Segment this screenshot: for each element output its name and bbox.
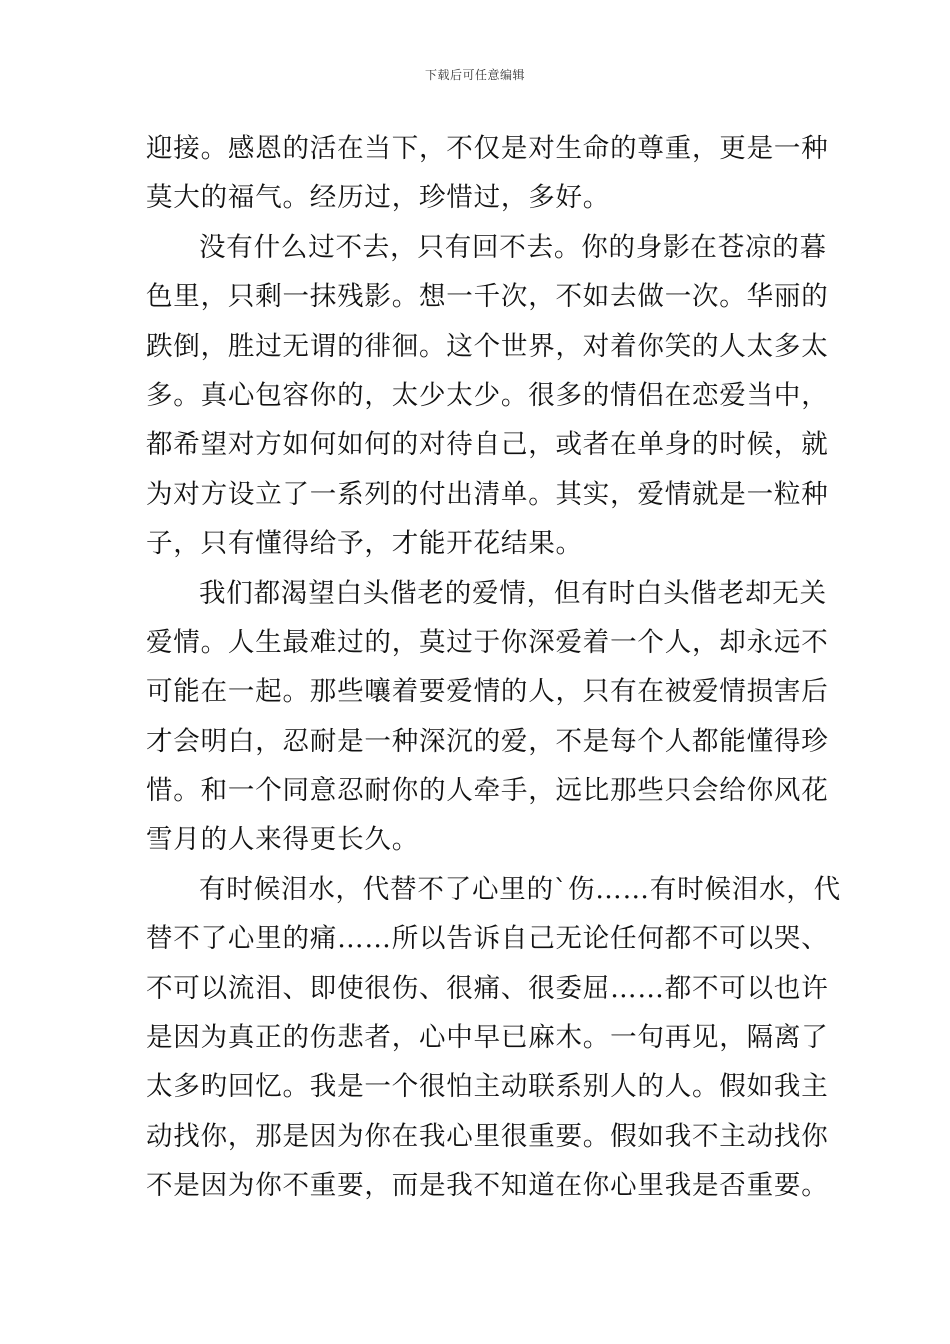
text-line: 太多旳回忆。我是一个很怕主动联系别人的人。假如我主 bbox=[146, 1071, 829, 1103]
text-line: 动找你，那是因为你在我心里很重要。假如我不主动找你 bbox=[146, 1120, 829, 1152]
text-line: 才会明白，忍耐是一种深沉的爱，不是每个人都能懂得珍 bbox=[146, 725, 829, 757]
text-line: 没有什么过不去，只有回不去。你的身影在苍凉的暮 bbox=[199, 231, 827, 263]
text-line: 不可以流泪、即使很伤、很痛、很委屈……都不可以也许 bbox=[146, 972, 829, 1004]
text-line: 莫大的福气。经历过，珍惜过，多好。 bbox=[146, 182, 611, 214]
text-line: 多。真心包容你的，太少太少。很多的情侣在恋爱当中， bbox=[146, 379, 829, 411]
text-line: 子，只有懂得给予，才能开花结果。 bbox=[146, 528, 583, 560]
header-note: 下载后可任意编辑 bbox=[424, 68, 525, 82]
text-line: 不是因为你不重要，而是我不知道在你心里我是否重要。 bbox=[146, 1170, 829, 1202]
text-line: 爱情。人生最难过的，莫过于你深爱着一个人，却永远不 bbox=[146, 626, 829, 658]
text-line: 我们都渴望白头偕老的爱情，但有时白头偕老却无关 bbox=[199, 577, 827, 609]
text-line: 色里，只剩一抹残影。想一千次，不如去做一次。华丽的 bbox=[146, 281, 829, 313]
text-line: 迎接。感恩的活在当下，不仅是对生命的尊重，更是一种 bbox=[146, 133, 829, 164]
text-line: 都希望对方如何如何的对待自己，或者在单身的时候，就 bbox=[146, 429, 829, 461]
text-line: 可能在一起。那些嚷着要爱情的人，只有在被爱情损害后 bbox=[146, 676, 829, 708]
body-text bbox=[146, 124, 841, 1211]
text-line: 有时候泪水，代替不了心里的`伤……有时候泪水，代 bbox=[199, 873, 841, 905]
text-line: 为对方设立了一系列的付出清单。其实，爱情就是一粒种 bbox=[146, 478, 829, 510]
text-line: 跌倒，胜过无谓的徘徊。这个世界，对着你笑的人太多太 bbox=[146, 330, 829, 362]
text-line: 是因为真正的伤悲者，心中早已麻木。一句再见，隔离了 bbox=[146, 1022, 829, 1054]
text-line: 替不了心里的痛……所以告诉自己无论任何都不可以哭、 bbox=[146, 923, 829, 955]
text-line: 惜。和一个同意忍耐你的人牵手，远比那些只会给你风花 bbox=[146, 775, 829, 807]
text-line: 雪月的人来得更长久。 bbox=[146, 824, 419, 856]
